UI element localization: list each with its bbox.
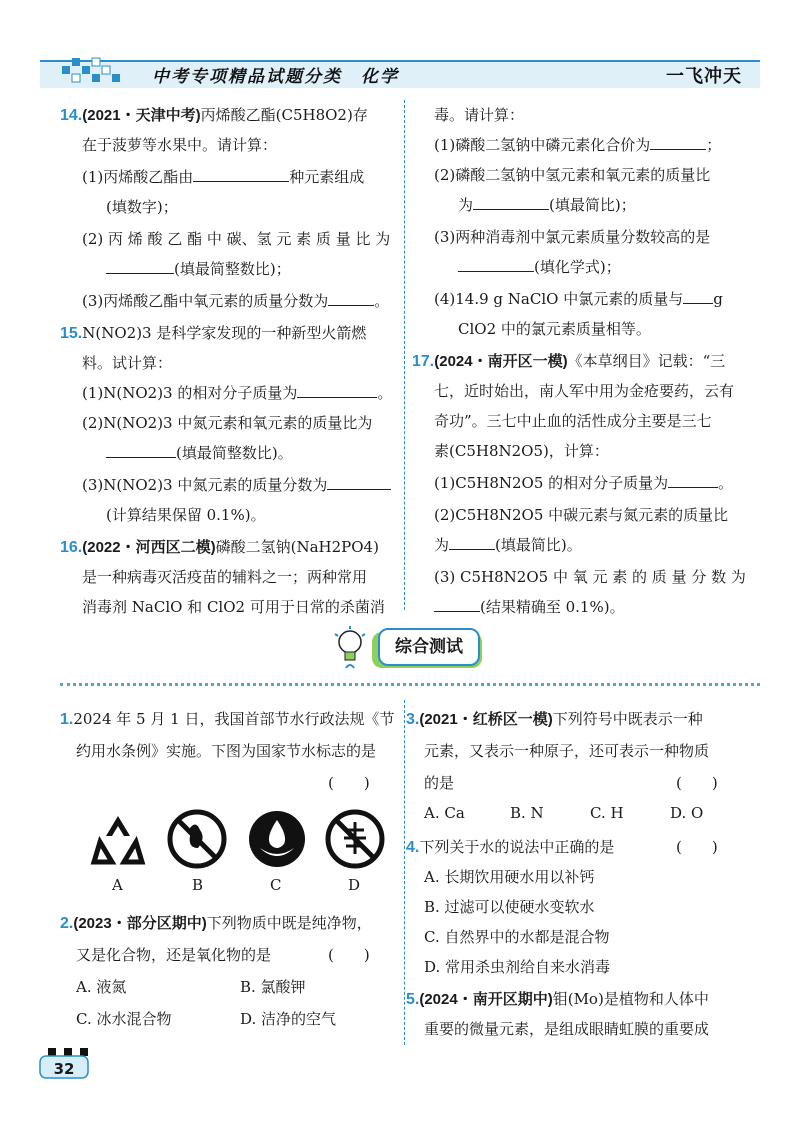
q16-blank-1[interactable] bbox=[650, 135, 706, 150]
q17-p3: (3) C5H8N2O5 中 氧 元 素 的 质 量 分 数 为 bbox=[434, 568, 746, 586]
t2-option-a[interactable]: A. 液氮 bbox=[76, 978, 127, 996]
t5-line2: 重要的微量元素，是组成眼睛虹膜的重要成 bbox=[424, 1020, 710, 1038]
t1-label-c: C bbox=[270, 876, 282, 894]
q14-p1a: (1)丙烯酸乙酯由 bbox=[82, 168, 194, 186]
t3-option-c[interactable]: C. H bbox=[590, 804, 624, 822]
q17-p2c: (填最简比)。 bbox=[495, 536, 582, 554]
q16-blank-4[interactable] bbox=[683, 289, 713, 304]
q16-line2: 是一种病毒灭活疫苗的辅料之一；两种常用 bbox=[82, 568, 368, 586]
q14-p1b: 种元素组成 bbox=[289, 168, 365, 186]
q17-blank-3[interactable] bbox=[434, 597, 480, 612]
t5-source: (2024・南开区期中) bbox=[419, 991, 553, 1008]
t1-label-d: D bbox=[348, 876, 361, 894]
t4-option-d[interactable]: D. 常用杀虫剂给自来水消毒 bbox=[424, 958, 611, 976]
column-divider-top bbox=[404, 100, 405, 610]
q17-blank-1[interactable] bbox=[668, 473, 718, 488]
q16-p2: (2)磷酸二氢钠中氢元素和氧元素的质量比 bbox=[434, 166, 711, 184]
q15-number: 15. bbox=[60, 325, 83, 342]
q15-end: 。 bbox=[377, 384, 393, 402]
q14-number: 14. bbox=[60, 107, 83, 124]
q15-p1: (1)N(NO2)3 的相对分子质量为 bbox=[82, 384, 298, 402]
t2-source: (2023・部分区期中) bbox=[73, 915, 207, 932]
q16-p4: (4)14.9 g NaClO 中氯元素的质量与 bbox=[434, 290, 684, 308]
q17-p3b: (结果精确至 0.1%)。 bbox=[480, 598, 625, 616]
t3-option-a[interactable]: A. Ca bbox=[424, 804, 465, 822]
t5-number: 5. bbox=[406, 991, 420, 1008]
t3-line2: 元素，又表示一种原子，还可表示一种物质 bbox=[424, 742, 710, 760]
q17-p1end: 。 bbox=[718, 474, 734, 492]
q17-p1: (1)C5H8N2O5 的相对分子质量为 bbox=[434, 474, 669, 492]
no-fire-icon bbox=[166, 808, 228, 870]
t2-option-b[interactable]: B. 氯酸钾 bbox=[240, 978, 306, 996]
t2-number: 2. bbox=[60, 915, 74, 932]
t4-number: 4. bbox=[406, 839, 420, 856]
q16-line3: 消毒剂 NaClO 和 ClO2 可用于日常的杀菌消 bbox=[82, 598, 385, 616]
t3-source: (2021・红桥区一模) bbox=[419, 711, 553, 728]
t5-line1: 钼(Mo)是植物和人体中 bbox=[552, 990, 709, 1008]
q16-p4g: g bbox=[713, 290, 723, 308]
q15-p2: (2)N(NO2)3 中氮元素和氧元素的质量比为 bbox=[82, 414, 373, 432]
t2-option-d[interactable]: D. 洁净的空气 bbox=[240, 1010, 337, 1028]
dotted-separator bbox=[60, 683, 760, 686]
t2-option-c[interactable]: C. 冰水混合物 bbox=[76, 1010, 172, 1028]
q14-p1c: (填数字)； bbox=[106, 198, 178, 216]
q15-p3b: (计算结果保留 0.1%)。 bbox=[106, 506, 266, 524]
q16-p4b: ClO2 中的氯元素质量相等。 bbox=[458, 320, 651, 338]
q17-line1: 《本草纲目》记载：“三 bbox=[567, 352, 726, 370]
q15-blank-1[interactable] bbox=[297, 383, 377, 398]
q14-blank-1[interactable] bbox=[193, 167, 289, 182]
t2-line2: 又是化合物，还是氧化物的是 bbox=[76, 946, 272, 964]
section-title: 综合测试 bbox=[378, 628, 480, 666]
recycle-icon bbox=[88, 810, 148, 870]
q15-p3: (3)N(NO2)3 中氮元素的质量分数为 bbox=[82, 476, 328, 494]
q16-p1: (1)磷酸二氢钠中磷元素化合价为 bbox=[434, 136, 651, 154]
column-divider-bottom bbox=[404, 700, 405, 1045]
page-header bbox=[40, 52, 760, 96]
t3-option-b[interactable]: B. N bbox=[510, 804, 544, 822]
q16-line1: 磷酸二氢钠(NaH2PO4) bbox=[215, 538, 379, 556]
q14-source: (2021・天津中考) bbox=[82, 107, 201, 124]
q15-blank-2[interactable] bbox=[106, 443, 176, 458]
header-band bbox=[40, 60, 760, 88]
q16-p3b: (填化学式)； bbox=[534, 258, 621, 276]
header-logo-icon bbox=[58, 52, 128, 92]
q17-line2: 七，近时始出，南人军中用为金疮要药，云有 bbox=[434, 382, 735, 400]
q15-line2: 料。试计算： bbox=[82, 354, 173, 372]
q15-blank-3[interactable] bbox=[327, 475, 391, 490]
q17-p2: (2)C5H8N2O5 中碳元素与氮元素的质量比 bbox=[434, 506, 729, 524]
t3-option-d[interactable]: D. O bbox=[670, 804, 704, 822]
q17-source: (2024・南开区一模) bbox=[434, 353, 568, 370]
q17-line4: 素(C5H8N2O5)，计算： bbox=[434, 442, 609, 460]
q16-p3: (3)两种消毒剂中氯元素质量分数较高的是 bbox=[434, 228, 711, 246]
no-logging-icon bbox=[324, 808, 386, 870]
q16-p2b: 为 bbox=[458, 196, 474, 214]
q17-number: 17. bbox=[412, 353, 435, 370]
q16-source: (2022・河西区二模) bbox=[82, 539, 216, 556]
q16-line4: 毒。请计算： bbox=[434, 106, 525, 124]
q14-line1: 丙烯酸乙酯(C5H8O2)存 bbox=[200, 106, 368, 124]
q15-line1: N(NO2)3 是科学家发现的一种新型火箭燃 bbox=[82, 324, 367, 342]
t1-answer-paren[interactable]: ( ) bbox=[328, 774, 370, 792]
t4-option-c[interactable]: C. 自然界中的水都是混合物 bbox=[424, 928, 610, 946]
q16-p1end: ； bbox=[706, 136, 722, 154]
water-drop-icon bbox=[246, 808, 308, 870]
q15-p2b: (填最简整数比)。 bbox=[176, 444, 293, 462]
q16-blank-2[interactable] bbox=[473, 195, 549, 210]
t1-number: 1. bbox=[60, 711, 74, 728]
q14-p3end: 。 bbox=[374, 292, 390, 310]
q16-blank-3[interactable] bbox=[458, 257, 534, 272]
t1-line1: 2024 年 5 月 1 日，我国首部节水行政法规《节 bbox=[73, 710, 395, 728]
q16-p2c: (填最简比)； bbox=[549, 196, 636, 214]
q14-p2b: (填最简整数比)； bbox=[174, 260, 291, 278]
t4-option-b[interactable]: B. 过滤可以使硬水变软水 bbox=[424, 898, 595, 916]
q14-p2a: (2) 丙 烯 酸 乙 酯 中 碳、氢 元 素 质 量 比 为 bbox=[82, 230, 391, 248]
header-brand: 一飞冲天 bbox=[666, 66, 742, 87]
q16-number: 16. bbox=[60, 539, 83, 556]
t2-answer-paren[interactable]: ( ) bbox=[328, 946, 370, 964]
q14-blank-2[interactable] bbox=[106, 259, 174, 274]
t3-number: 3. bbox=[406, 711, 420, 728]
q17-p2b: 为 bbox=[434, 536, 450, 554]
t1-line2: 约用水条例》实施。下图为国家节水标志的是 bbox=[76, 742, 377, 760]
t4-line1: 下列关于水的说法中正确的是 bbox=[419, 838, 615, 856]
page-number: 32 bbox=[53, 1060, 75, 1078]
q17-blank-2[interactable] bbox=[449, 535, 495, 550]
t1-label-a: A bbox=[112, 876, 123, 894]
page-number-badge bbox=[36, 1046, 92, 1080]
header-title: 中考专项精品试题分类 化学 bbox=[152, 67, 399, 87]
t1-label-b: B bbox=[192, 876, 204, 894]
t2-line1: 下列物质中既是纯净物， bbox=[206, 914, 372, 932]
q14-p3: (3)丙烯酸乙酯中氧元素的质量分数为 bbox=[82, 292, 329, 310]
lightbulb-icon bbox=[330, 624, 370, 670]
q14-line2: 在于菠萝等水果中。请计算： bbox=[82, 136, 278, 154]
q17-line3: 奇功”。三七中止血的活性成分主要是三七 bbox=[434, 412, 712, 430]
t3-answer-paren[interactable]: ( ) bbox=[676, 774, 718, 792]
q14-blank-3[interactable] bbox=[328, 291, 374, 306]
t3-line3: 的是 bbox=[424, 774, 455, 792]
t4-option-a[interactable]: A. 长期饮用硬水用以补钙 bbox=[424, 868, 595, 886]
t4-answer-paren[interactable]: ( ) bbox=[676, 838, 718, 856]
t3-line1: 下列符号中既表示一种 bbox=[552, 710, 703, 728]
